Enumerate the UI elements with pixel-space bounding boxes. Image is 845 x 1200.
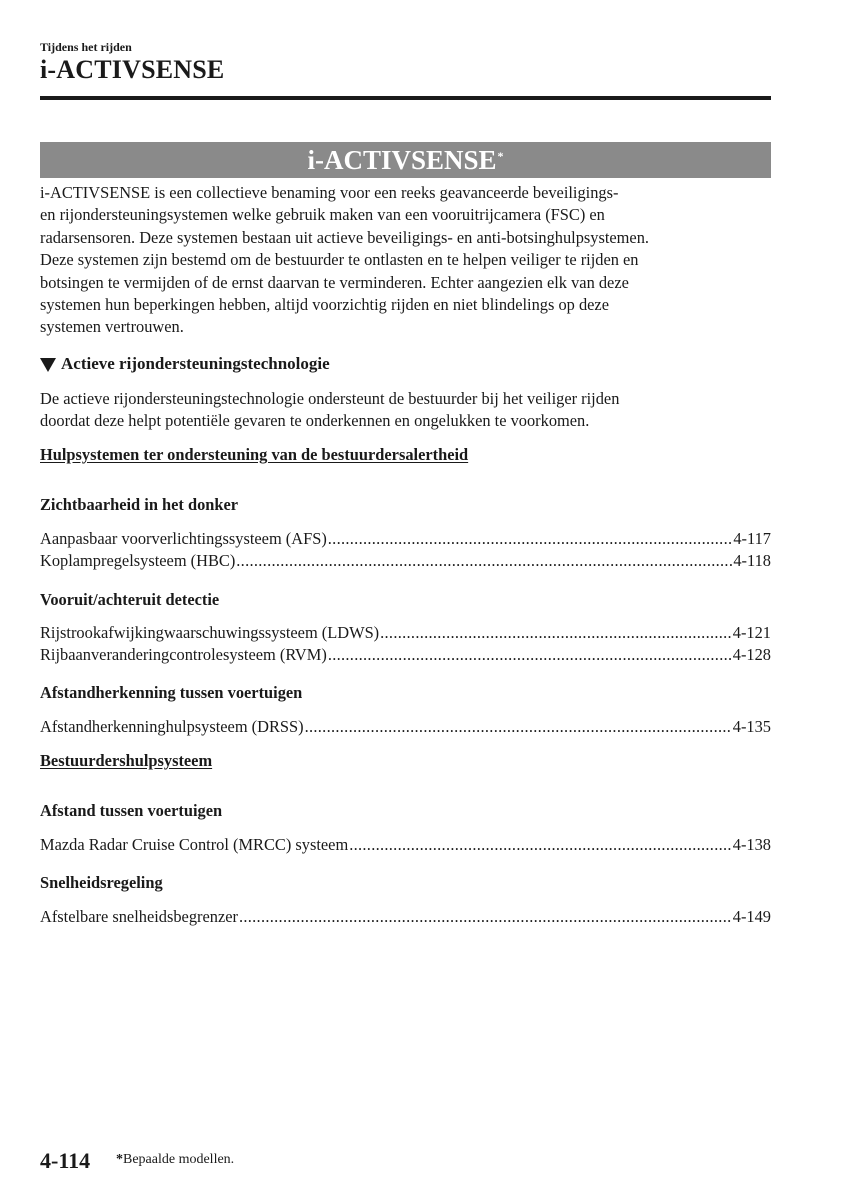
intro-paragraph	[40, 182, 775, 339]
header-rule	[40, 96, 771, 100]
group-heading: Vooruit/achteruit detectie	[40, 590, 220, 609]
section-banner	[40, 142, 771, 178]
intro-line: systemen vertrouwen.	[40, 317, 184, 337]
toc-entry-page: 4-121	[732, 623, 771, 642]
footnote-mark: *	[116, 1152, 123, 1167]
toc-entry[interactable]	[40, 834, 771, 856]
banner-asterisk: *	[497, 148, 504, 163]
toc-entry-label: Rijstrookafwijkingwaarschuwingssysteem (LDWS)	[40, 623, 380, 642]
toc-entry[interactable]	[40, 644, 771, 666]
category-heading: Hulpsystemen ter ondersteuning van de bestuurdersalertheid	[40, 445, 469, 464]
toc-entry-label: Mazda Radar Cruise Control (MRCC) systeem	[40, 835, 349, 854]
toc-entry-label: Afstandherkenninghulpsysteem (DRSS)	[40, 717, 304, 736]
section-heading	[40, 354, 330, 374]
toc-entry[interactable]	[40, 716, 771, 738]
toc-entry-page: 4-117	[733, 529, 771, 548]
toc-leader-dots	[305, 716, 732, 738]
toc-leader-dots	[380, 622, 732, 644]
page-number: 4-114	[40, 1148, 91, 1173]
toc-entry-page: 4-135	[732, 717, 771, 736]
group-heading: Zichtbaarheid in het donker	[40, 495, 239, 514]
footnote-text: Bepaalde modellen.	[123, 1152, 235, 1167]
group-heading: Snelheidsregeling	[40, 873, 163, 892]
triangle-down-icon	[40, 358, 56, 372]
category-heading: Bestuurdershulpsysteem	[40, 751, 213, 770]
intro-line: botsingen te vermijden of de ernst daarvan te verminderen. Echter aangezien elk van deze	[40, 272, 629, 292]
desc-line: doordat deze helpt potentiële gevaren te onderkennen en ongelukken te voorkomen.	[40, 411, 590, 431]
intro-line: i-ACTIVSENSE is een collectieve benaming voor een reeks geavanceerde beveiligings-	[40, 183, 619, 202]
toc-entry-page: 4-149	[732, 907, 771, 926]
toc-entry-label: Koplampregelsysteem (HBC)	[40, 551, 236, 570]
toc-leader-dots	[236, 550, 732, 572]
toc-leader-dots	[239, 906, 732, 928]
toc-leader-dots	[349, 834, 732, 856]
toc-entry[interactable]	[40, 528, 771, 550]
toc-entry[interactable]	[40, 906, 771, 928]
intro-line: en rijondersteuningsystemen welke gebruik maken van een vooruitrijcamera (FSC) en	[40, 205, 605, 225]
section-heading-text: Actieve rijondersteuningstechnologie	[61, 354, 330, 373]
group-heading: Afstandherkenning tussen voertuigen	[40, 683, 303, 702]
banner-title: i-ACTIVSENSE	[307, 144, 497, 175]
toc-entry-label: Afstelbare snelheidsbegrenzer	[40, 907, 238, 926]
toc-entry[interactable]	[40, 550, 771, 572]
intro-line: radarsensoren. Deze systemen bestaan uit actieve beveiligings- en anti-botsinghulpsystemen.	[40, 227, 649, 247]
section-description	[40, 388, 775, 433]
toc-entry[interactable]	[40, 622, 771, 644]
footnote	[116, 1152, 234, 1168]
intro-line: Deze systemen zijn bestemd om de bestuurder te ontlasten en te helpen veiliger te rijden en	[40, 250, 639, 270]
chapter-title: i-ACTIVSENSE	[40, 55, 225, 84]
desc-line: De actieve rijondersteuningstechnologie ondersteunt de bestuurder bij het veiliger rijden	[40, 389, 620, 408]
toc-entry-page: 4-138	[732, 835, 771, 854]
toc-entry-page: 4-118	[733, 551, 771, 570]
toc-entry-page: 4-128	[732, 645, 771, 664]
toc-leader-dots	[328, 644, 732, 666]
toc-entry-label: Rijbaanveranderingcontrolesysteem (RVM)	[40, 645, 327, 664]
group-heading: Afstand tussen voertuigen	[40, 801, 223, 820]
toc-leader-dots	[328, 528, 733, 550]
intro-line: systemen hun beperkingen hebben, altijd voorzichtig rijden en niet blindelings op deze	[40, 295, 609, 315]
toc-entry-label: Aanpasbaar voorverlichtingssysteem (AFS)	[40, 529, 327, 548]
running-head: Tijdens het rijden	[40, 40, 132, 54]
